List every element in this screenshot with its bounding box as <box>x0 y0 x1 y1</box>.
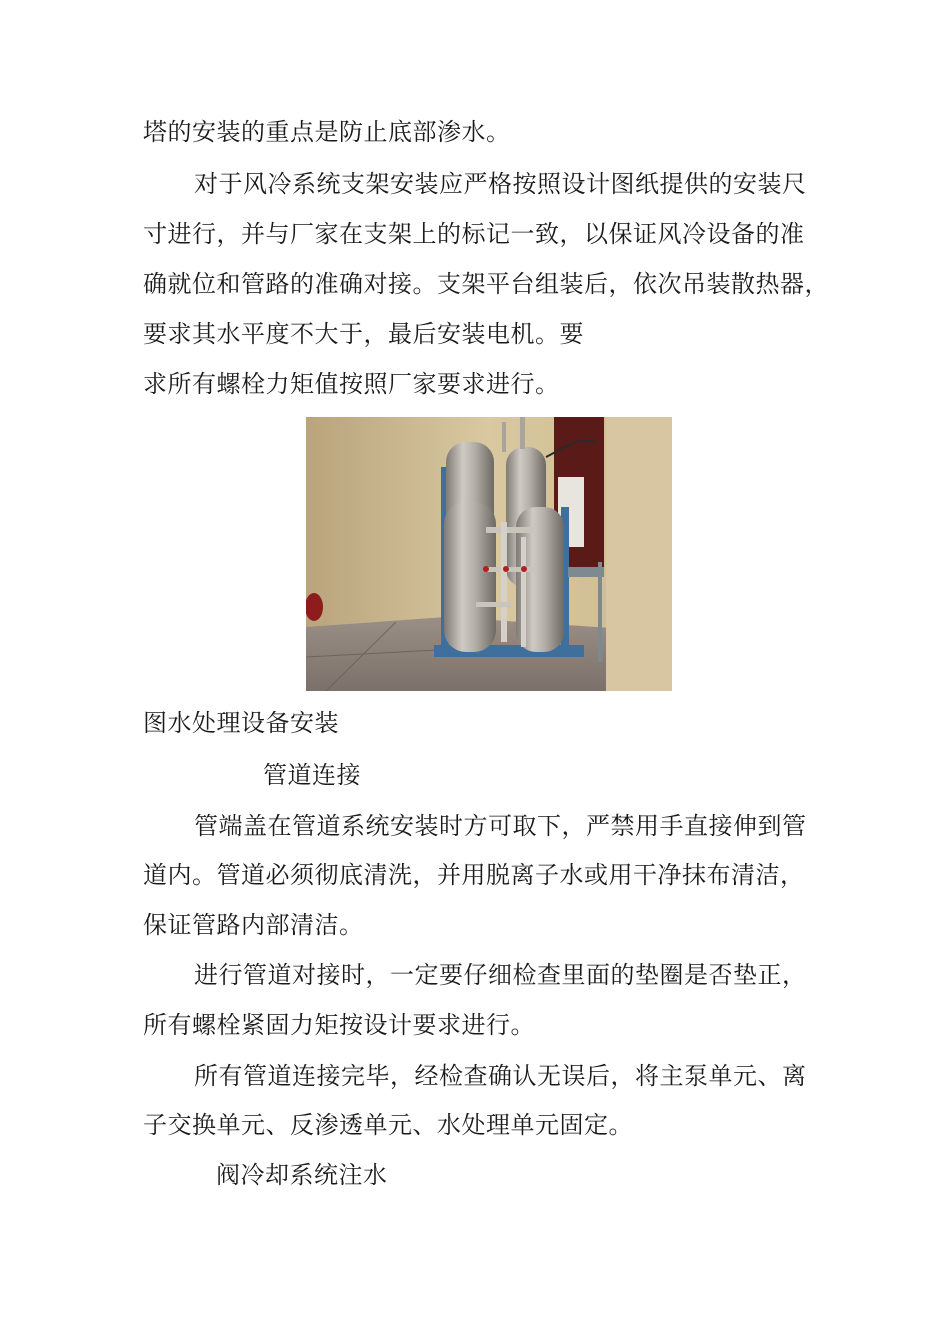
paragraph-line: 塔的安装的重点是防止底部渗水。 <box>143 118 511 146</box>
paragraph-line: 保证管路内部清洁。 <box>143 911 364 939</box>
paragraph-line: 管端盖在管道系统安装时方可取下，严禁用手直接伸到管 <box>194 812 807 840</box>
equipment-photo-illustration <box>306 417 672 691</box>
section-heading: 管道连接 <box>263 761 361 789</box>
section-heading: 阀冷却系统注水 <box>216 1161 388 1189</box>
paragraph-line: 寸进行，并与厂家在支架上的标记一致，以保证风冷设备的准 <box>143 220 805 248</box>
paragraph-line: 所有管道连接完毕，经检查确认无误后，将主泵单元、离 <box>194 1062 807 1090</box>
paragraph-line: 子交换单元、反渗透单元、水处理单元固定。 <box>143 1111 633 1139</box>
figure-caption: 图水处理设备安装 <box>143 709 339 737</box>
water-treatment-equipment-photo <box>306 417 672 691</box>
paragraph-line: 要求其水平度不大于，最后安装电机。要 <box>143 320 584 348</box>
paragraph-line: 进行管道对接时，一定要仔细检查里面的垫圈是否垫正， <box>194 961 807 989</box>
paragraph-line: 对于风冷系统支架安装应严格按照设计图纸提供的安装尺 <box>194 170 807 198</box>
paragraph-line: 确就位和管路的准确对接。支架平台组装后，依次吊装散热器， <box>143 270 829 298</box>
paragraph-line: 道内。管道必须彻底清洗，并用脱离子水或用干净抹布清洁， <box>143 861 805 889</box>
paragraph-line: 所有螺栓紧固力矩按设计要求进行。 <box>143 1011 535 1039</box>
paragraph-line: 求所有螺栓力矩值按照厂家要求进行。 <box>143 370 560 398</box>
